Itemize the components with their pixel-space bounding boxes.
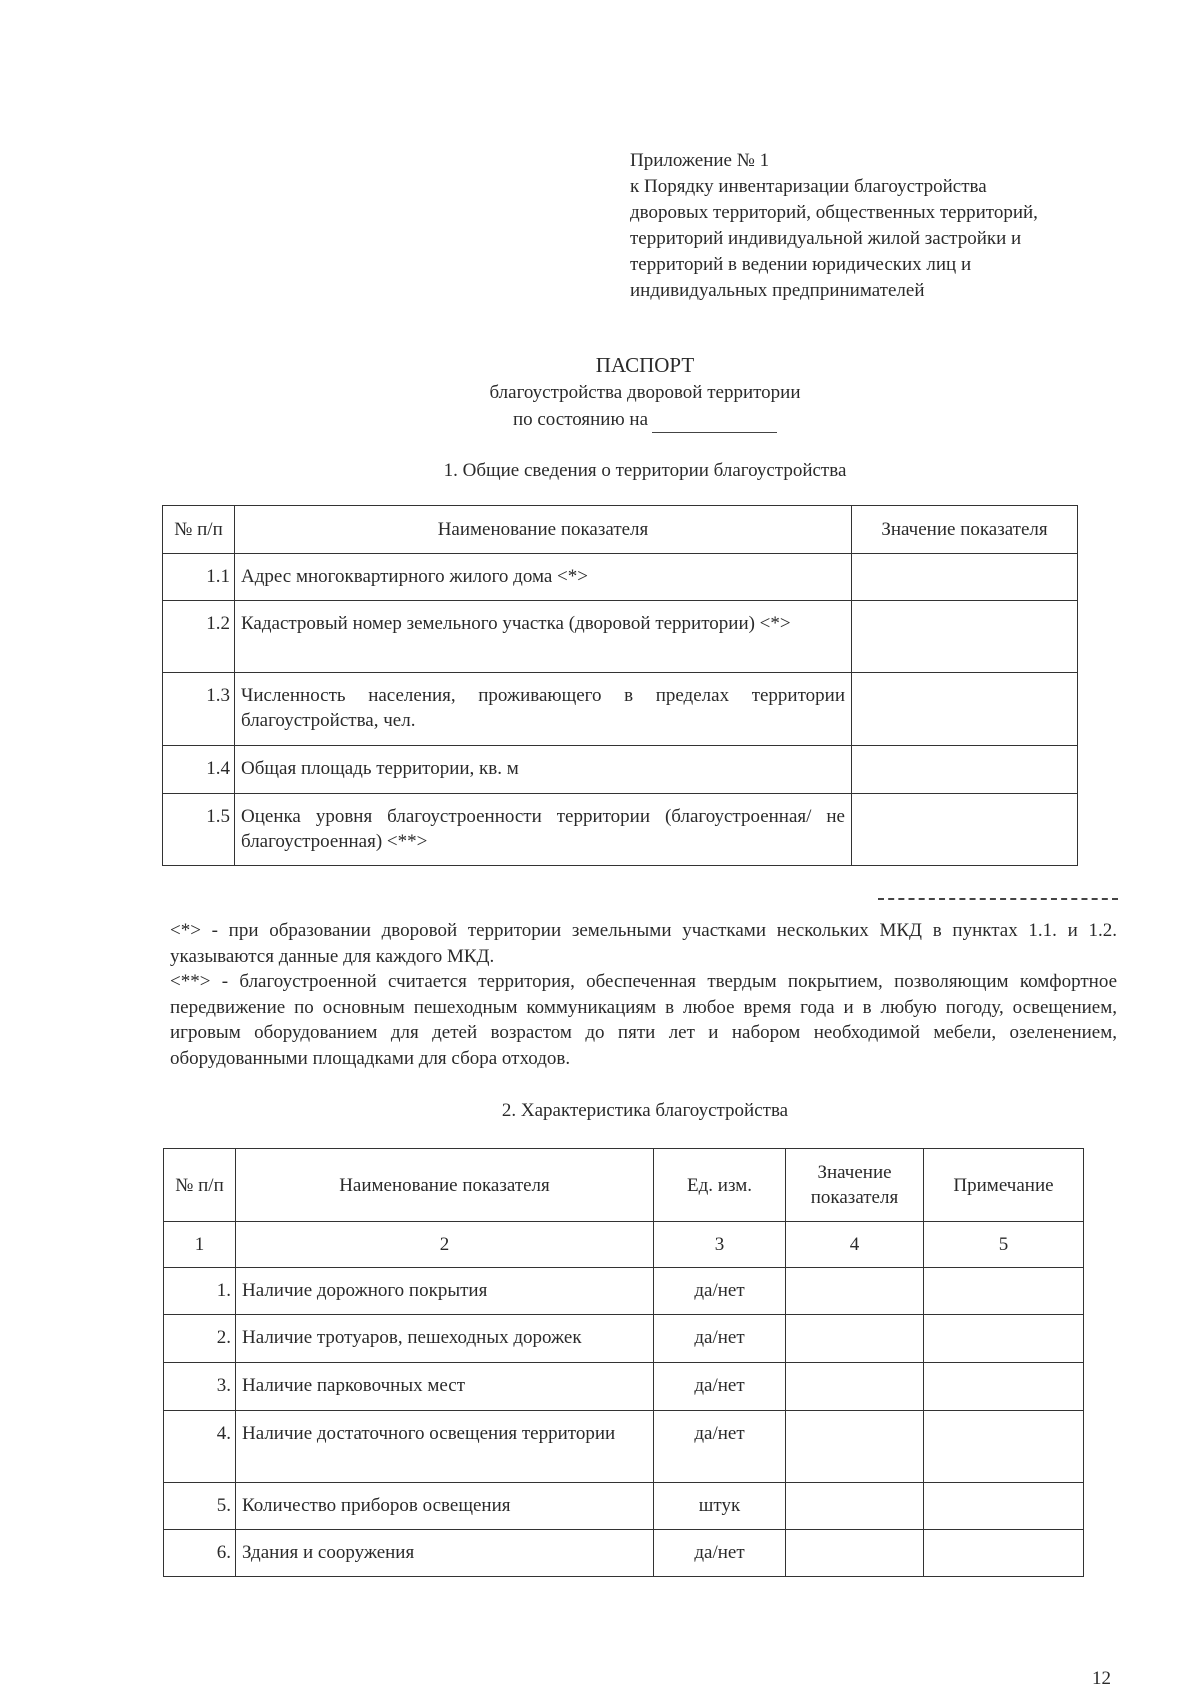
table-row [164, 1483, 1084, 1530]
appendix-line: территорий индивидуальной жилой застройки и [630, 228, 1022, 249]
row-value-cell [786, 1530, 924, 1577]
row-indicator-name: Здания и сооружения [236, 1530, 654, 1577]
appendix-line: дворовых территорий, общественных территорий, [630, 202, 1038, 223]
row-indicator-name: Оценка уровня благоустроенности территории (благоустроенная/ не благоустроенная) <**> [235, 794, 852, 866]
row-number: 1. [164, 1268, 236, 1315]
section-1-title: 1. Общие сведения о территории благоустройства [443, 460, 847, 481]
row-indicator-name: Количество приборов освещения [236, 1483, 654, 1530]
row-note-cell [924, 1315, 1084, 1363]
row-value-cell [786, 1268, 924, 1315]
row-indicator-name: Общая площадь территории, кв. м [235, 746, 852, 794]
row-unit: штук [654, 1483, 786, 1530]
row-note-cell [924, 1268, 1084, 1315]
row-value-cell [852, 794, 1078, 866]
column-index: 5 [924, 1222, 1084, 1268]
passport-title: ПАСПОРТ [595, 353, 695, 377]
table-row [164, 1315, 1084, 1363]
header-indicator-name: Наименование показателя [236, 1149, 654, 1222]
row-value-cell [786, 1315, 924, 1363]
appendix-line: Приложение № 1 [630, 150, 770, 171]
footnotes [170, 918, 1117, 1071]
section-2-title: 2. Характеристика благоустройства [501, 1100, 789, 1121]
column-index-row [164, 1222, 1084, 1268]
header-number: № п/п [163, 506, 235, 554]
table-row [163, 554, 1078, 601]
row-value-cell [786, 1411, 924, 1483]
row-note-cell [924, 1483, 1084, 1530]
passport-date-line [0, 406, 1200, 433]
row-value-cell [852, 673, 1078, 746]
row-note-cell [924, 1530, 1084, 1577]
footnote-double-asterisk: <**> - благоустроенной считается территория, обеспеченная твердым покрытием, позволяющим комфортное передвижение по основным пешеходным коммуникациям в любое время года и в любую погоду, освещением, игровым оборудованием для детей возрастом до пяти лет и набором необходимой мебели, озеленением, оборудованными площадками для сбора отходов. [170, 971, 1117, 1069]
appendix-line: индивидуальных предпринимателей [630, 280, 925, 301]
table-row [164, 1363, 1084, 1411]
appendix-line: территорий в ведении юридических лиц и [630, 254, 972, 275]
table-header-row [163, 506, 1078, 554]
header-note: Примечание [924, 1149, 1084, 1222]
row-number: 1.5 [163, 794, 235, 866]
column-index: 3 [654, 1222, 786, 1268]
table-header-row [164, 1149, 1084, 1222]
table-row [164, 1530, 1084, 1577]
table-row [164, 1268, 1084, 1315]
row-number: 3. [164, 1363, 236, 1411]
general-info-table [162, 505, 1078, 866]
appendix-note [630, 148, 1038, 304]
row-indicator-name: Наличие тротуаров, пешеходных дорожек [236, 1315, 654, 1363]
footnote-separator [878, 898, 1118, 900]
row-number: 2. [164, 1315, 236, 1363]
row-indicator-name: Наличие дорожного покрытия [236, 1268, 654, 1315]
appendix-line: к Порядку инвентаризации благоустройства [630, 176, 987, 197]
row-indicator-name: Наличие достаточного освещения территории [236, 1411, 654, 1483]
table-row [163, 794, 1078, 866]
date-prefix: по состоянию на [512, 409, 649, 430]
row-number: 1.2 [163, 601, 235, 673]
row-value-cell [786, 1363, 924, 1411]
row-note-cell [924, 1411, 1084, 1483]
column-index: 4 [786, 1222, 924, 1268]
passport-title-block [0, 352, 1200, 433]
row-value-cell [852, 746, 1078, 794]
row-indicator-name: Кадастровый номер земельного участка (дворовой территории) <*> [235, 601, 852, 673]
column-index: 1 [164, 1222, 236, 1268]
row-value-cell [852, 554, 1078, 601]
row-value-cell [852, 601, 1078, 673]
row-unit: да/нет [654, 1530, 786, 1577]
header-indicator-name: Наименование показателя [235, 506, 852, 554]
row-number: 1.3 [163, 673, 235, 746]
header-number: № п/п [164, 1149, 236, 1222]
row-unit: да/нет [654, 1268, 786, 1315]
row-indicator-name: Адрес многоквартирного жилого дома <*> [235, 554, 852, 601]
table-row [163, 746, 1078, 794]
column-index: 2 [236, 1222, 654, 1268]
row-indicator-name: Численность населения, проживающего в пределах территории благоустройства, чел. [235, 673, 852, 746]
improvement-characteristics-table [163, 1148, 1084, 1577]
table-row [163, 601, 1078, 673]
row-unit: да/нет [654, 1363, 786, 1411]
passport-subtitle: благоустройства дворовой территории [489, 382, 801, 403]
header-indicator-value: Значение показателя [852, 506, 1078, 554]
row-value-cell [786, 1483, 924, 1530]
page-number: 12 [1092, 1668, 1111, 1689]
row-number: 1.4 [163, 746, 235, 794]
row-unit: да/нет [654, 1411, 786, 1483]
footnote-single-asterisk: <*> - при образовании дворовой территории земельными участками нескольких МКД в пунктах 1.1. и 1.2. указываются данные для каждого МКД. [170, 920, 1117, 967]
row-number: 5. [164, 1483, 236, 1530]
row-number: 4. [164, 1411, 236, 1483]
header-unit: Ед. изм. [654, 1149, 786, 1222]
table-row [164, 1411, 1084, 1483]
row-indicator-name: Наличие парковочных мест [236, 1363, 654, 1411]
row-number: 1.1 [163, 554, 235, 601]
row-unit: да/нет [654, 1315, 786, 1363]
row-note-cell [924, 1363, 1084, 1411]
row-number: 6. [164, 1530, 236, 1577]
header-indicator-value: Значение показателя [786, 1149, 924, 1222]
date-blank [652, 412, 777, 433]
table-row [163, 673, 1078, 746]
